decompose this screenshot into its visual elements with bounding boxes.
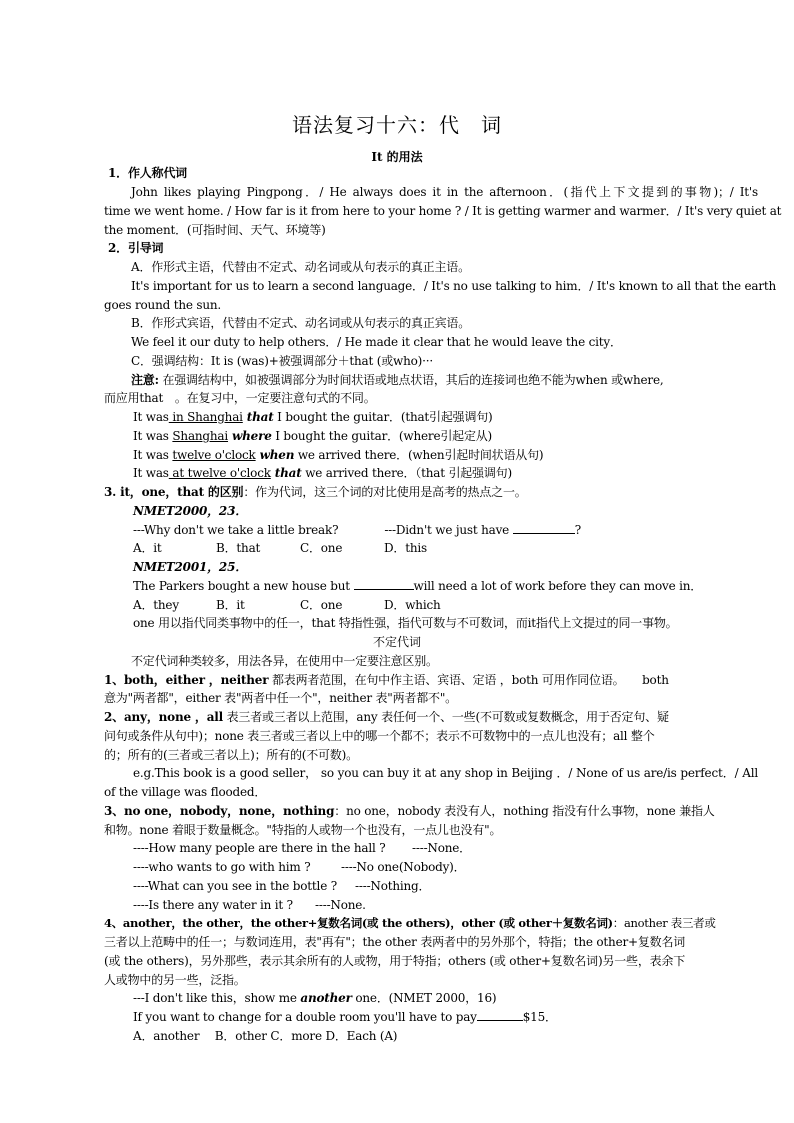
- q2-blank: [354, 577, 414, 590]
- p1-line2: 意为"两者都"，either 表"两者中任一个"，neither 表"两者都不"。: [104, 691, 457, 705]
- s2-note2: 而应用that 。在复习中，一定要注意句式的不同。: [104, 391, 376, 405]
- p3-dialog3: [133, 877, 758, 895]
- p3-heading: 3、no one，nobody，none，nothing: [104, 804, 335, 818]
- ex1-post: I bought the guitar．(that引起强调句): [273, 410, 493, 424]
- p3-d2-answer: ----No one(Nobody)．: [341, 860, 466, 874]
- p2-heading: 2、any，none ，all: [104, 710, 223, 724]
- p1-line1: [104, 671, 758, 689]
- page-title: 语法复习十六：代 词: [292, 113, 502, 137]
- q2-option-a: A．they: [133, 598, 179, 612]
- emphasis-example-2: [133, 427, 758, 445]
- ex4-pre: It was: [133, 466, 169, 480]
- ex2-post: I bought the guitar．(where引起定从): [271, 429, 493, 443]
- q2-source: NMET2001，25．: [133, 560, 248, 574]
- p3-line1: [104, 802, 758, 820]
- q2-post: will need a lot of work before they can move in．: [413, 579, 703, 593]
- emphasis-example-1: [133, 408, 758, 426]
- p4-ex-pre: ---I don't like this，show me: [133, 991, 301, 1005]
- q1-option-c: C．one: [300, 541, 343, 555]
- p3-d1-answer: ----None．: [412, 841, 471, 855]
- p2-line3: 的；所有的(三者或三者以上)；所有的(不可数)。: [104, 748, 358, 762]
- p3-d1-question: ----How many people are there in the hall ?: [133, 841, 386, 855]
- p3-d3-question: ----What can you see in the bottle ?: [133, 879, 337, 893]
- ex4-post: we arrived there．（that 引起强调句): [301, 466, 512, 480]
- q1-option-b: B．that: [216, 541, 261, 555]
- ex1-underlined: in Shanghai: [168, 410, 243, 424]
- q1-part-b: ---Didn't we just have: [384, 523, 510, 537]
- note-label: 注意:: [131, 373, 159, 387]
- ex3-post: we arrived there．(when引起时间状语从句): [294, 448, 544, 462]
- q1-source: NMET2000，23．: [133, 504, 248, 518]
- p4-heading: 4、another，the other，the other+复数名词(或 the others)，other (或 other＋复数名词): [104, 916, 613, 930]
- ex3-keyword: when: [255, 448, 295, 462]
- emphasis-example-4: [133, 464, 758, 482]
- ex1-pre: It was: [133, 410, 169, 424]
- p3-d3-answer: ----Nothing．: [355, 879, 431, 893]
- q1-blank: [513, 521, 575, 534]
- p4-options: A．another B．other C．more D．Each (A): [133, 1029, 398, 1043]
- s2-b: B．作形式宾语，代替由不定式、动名词或从句表示的真正宾语。: [131, 316, 471, 330]
- p4-line1: [104, 914, 758, 932]
- p2-line2: 问句或条件从句中)；none 表三者或三者以上中的哪一个都不；表示不可数物中的一点儿也没有；all 整个: [104, 729, 655, 743]
- p3-line2: 和物。none 着眼于数量概念。"特指的人或物一个也没有，一点儿也没有"。: [104, 823, 502, 837]
- ex2-underlined: Shanghai: [172, 429, 229, 443]
- q1-question: [133, 521, 758, 539]
- q2-question: [133, 577, 758, 595]
- p4-line2: 三者以上范畴中的任一；与数词连用，表"再有"；the other 表两者中的另外那个，特指；the other+复数名词: [104, 935, 686, 949]
- ex2-keyword: where: [228, 429, 272, 443]
- p2-example1: e.g.This book is a good seller， so you can buy it at any shop in Beijing ．/ None of us are/is perfect．/ All: [133, 766, 758, 780]
- indef-intro: 不定代词种类较多，用法各异，在使用中一定要注意区别。: [131, 654, 438, 668]
- p1-text1: 都表两者范围，在句中作主语、宾语、定语 ，both 可用作同位语。 both: [268, 673, 669, 687]
- note-text1: 在强调结构中，如被强调部分为时间状语或地点状语，其后的连接词也绝不能为when 或where,: [158, 373, 664, 387]
- s2-a: A．作形式主语，代替由不定式、动名词或从句表示的真正主语。: [131, 260, 470, 274]
- p3-d4-answer: ----None.: [315, 898, 366, 912]
- s1-line3: the moment．(可指时间、天气、环境等): [104, 223, 326, 237]
- s2-a-ex1: It's important for us to learn a second language．/ It's no use talking to him．/ It's known to all that the earth: [131, 279, 777, 293]
- ex1-keyword: that: [242, 410, 274, 424]
- s1-heading: 1．作人称代词: [108, 166, 187, 180]
- q1-option-d: D．this: [384, 541, 427, 555]
- s1-line2: time we went home. / How far is it from here to your home ? / It is getting warmer and warmer．/ It's very quiet at: [104, 204, 782, 218]
- s3-heading: [104, 483, 758, 501]
- p3-dialog2: [133, 858, 758, 876]
- p4-ex-post: one．(NMET 2000，16): [351, 991, 497, 1005]
- p4-line3: (或 the others)，另外那些，表示其余所有的人或物，用于特指；others (或 other+复数名词)另一些，表余下: [104, 954, 686, 968]
- s2-c: C．强调结构：It is (was)+被强调部分＋that (或who)···: [131, 354, 433, 368]
- p4-text1: ：another 表三者或: [612, 916, 716, 930]
- p4-ex-keyword: another: [300, 991, 352, 1005]
- s3-summary: one 用以指代同类事物中的任一，that 特指性强，指代可数与不可数词，而it指代上文提过的同一事物。: [133, 616, 678, 630]
- p3-d2-question: ----who wants to go with him ?: [133, 860, 311, 874]
- s2-a-ex2: goes round the sun.: [104, 298, 221, 312]
- ex3-underlined: twelve o'clock: [172, 448, 256, 462]
- s2-heading: 2．引导词: [108, 241, 164, 255]
- ex4-underlined: at twelve o'clock: [168, 466, 271, 480]
- ex2-pre: It was: [133, 429, 173, 443]
- ex3-pre: It was: [133, 448, 173, 462]
- s3-heading-rest: ：作为代词，这三个词的对比使用是高考的热点之一。: [243, 485, 527, 499]
- p1-heading: 1、both，either ，neither: [104, 673, 269, 687]
- p3-text1: ：no one，nobody 表没有人，nothing 指没有什么事物，none 兼指人: [334, 804, 715, 818]
- section-subtitle: It 的用法: [371, 150, 423, 164]
- p4-example: [133, 989, 758, 1007]
- q2-pre: The Parkers bought a new house but: [133, 579, 350, 593]
- q2-option-d: D．which: [384, 598, 441, 612]
- emphasis-example-3: [133, 446, 758, 464]
- p3-d4-question: ----Is there any water in it ?: [133, 898, 293, 912]
- p4-q-pre: If you want to change for a double room you'll have to pay: [133, 1010, 477, 1024]
- s3-heading-bold: 3. it，one，that 的区别: [104, 485, 244, 499]
- p4-question: [133, 1008, 758, 1026]
- q2-option-b: B．it: [216, 598, 245, 612]
- p4-q-post: $15．: [522, 1010, 557, 1024]
- p2-example2: of the village was flooded．: [104, 785, 267, 799]
- s1-line1: John likes playing Pingpong．/ He always does it in the afternoon．(指代上下文提到的事物)；/ It's: [131, 185, 758, 199]
- s2-b-ex: We feel it our duty to help others．/ He made it clear that he would leave the city．: [131, 335, 622, 349]
- q1-end: ?: [574, 523, 581, 537]
- indef-heading: 不定代词: [372, 635, 421, 649]
- q2-option-c: C．one: [300, 598, 343, 612]
- q1-part-a: ---Why don't we take a little break?: [133, 523, 339, 537]
- p2-line1: [104, 708, 758, 726]
- ex4-keyword: that: [270, 466, 302, 480]
- p4-blank: [477, 1008, 523, 1021]
- p3-dialog4: [133, 896, 758, 914]
- p3-dialog1: [133, 839, 758, 857]
- q1-option-a: A．it: [133, 541, 162, 555]
- p4-line4: 人或物中的另一些，泛指。: [104, 973, 246, 987]
- s2-note1: [131, 371, 758, 389]
- p2-text1: 表三者或三者以上范围，any 表任何一个、一些(不可数或复数概念，用于否定句、疑: [222, 710, 669, 724]
